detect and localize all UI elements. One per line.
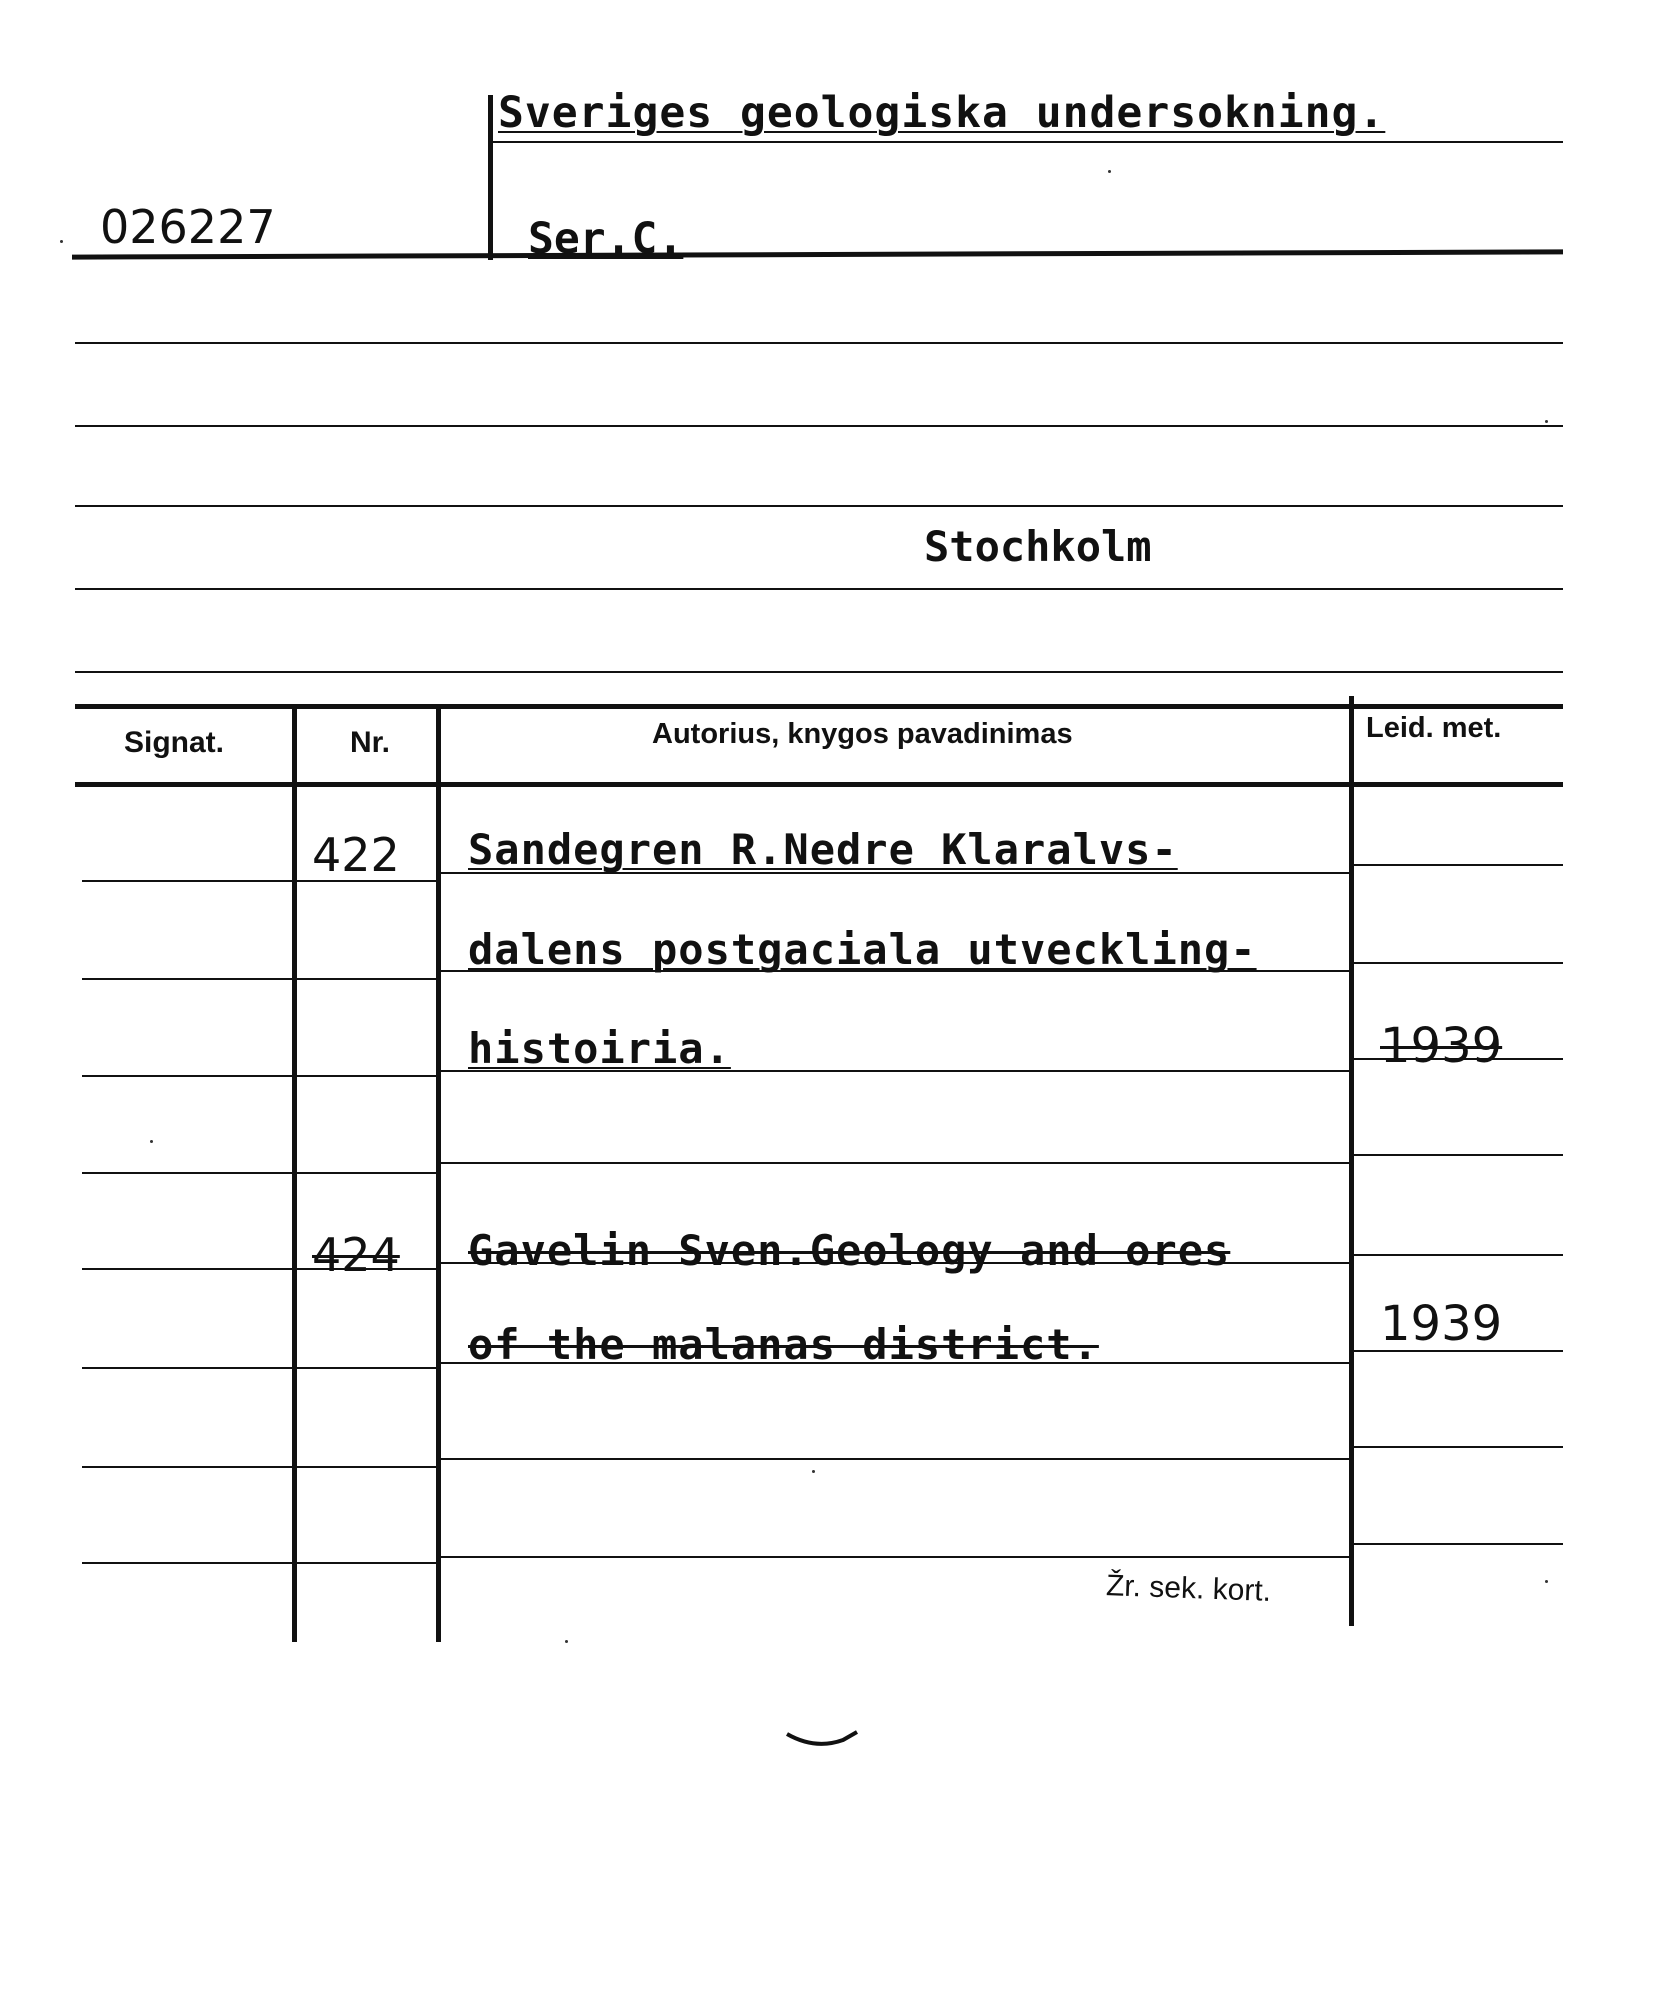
ruled-line bbox=[297, 1562, 436, 1564]
ruled-line bbox=[1354, 1543, 1563, 1545]
scan-speck bbox=[60, 240, 63, 243]
scan-speck bbox=[1545, 1580, 1548, 1583]
series-label: Ser.C. bbox=[528, 214, 684, 264]
ruled-line bbox=[297, 1075, 436, 1077]
ruled-line bbox=[441, 1162, 1349, 1164]
ruled-line bbox=[75, 425, 1563, 427]
entry-year: 1939 bbox=[1380, 1018, 1503, 1074]
hole-punch-mark bbox=[785, 1728, 865, 1758]
header-bottom-rule bbox=[72, 249, 1563, 259]
entry-title-line: of the malanas district. bbox=[468, 1320, 1099, 1369]
ruled-line bbox=[75, 588, 1563, 590]
see-next-card-note: Žr. sek. kort. bbox=[1105, 1569, 1272, 1608]
entry-title-line: histoiria. bbox=[468, 1024, 731, 1073]
scan-speck bbox=[1545, 420, 1548, 423]
ruled-line bbox=[75, 671, 1563, 673]
entry-number: 422 bbox=[312, 828, 400, 882]
ruled-line bbox=[82, 880, 292, 882]
title-rule bbox=[493, 141, 1563, 143]
ruled-line bbox=[82, 1562, 292, 1564]
catalog-number: 026227 bbox=[100, 200, 276, 254]
entry-title-line: dalens postgaciala utveckling- bbox=[468, 925, 1257, 974]
ruled-line bbox=[82, 1075, 292, 1077]
column-header-signat: Signat. bbox=[124, 726, 225, 759]
ruled-line bbox=[82, 1466, 292, 1468]
entry-number: 424 bbox=[312, 1228, 400, 1282]
ruled-line bbox=[1354, 1154, 1563, 1156]
ruled-line bbox=[75, 342, 1563, 344]
ruled-line bbox=[75, 505, 1563, 507]
ruled-line bbox=[82, 1367, 292, 1369]
column-rule bbox=[1349, 696, 1354, 1626]
ruled-line bbox=[441, 1556, 1349, 1558]
scan-speck bbox=[1108, 170, 1111, 173]
entry-title-line: Gavelin Sven.Geology and ores bbox=[468, 1226, 1231, 1275]
ruled-line bbox=[82, 1268, 292, 1270]
table-top-rule bbox=[75, 704, 1563, 709]
ruled-line bbox=[1354, 1446, 1563, 1448]
column-header-nr: Nr. bbox=[350, 726, 391, 759]
ruled-line bbox=[82, 1172, 292, 1174]
ruled-line bbox=[297, 1466, 436, 1468]
scan-speck bbox=[565, 1640, 568, 1643]
scan-speck bbox=[150, 1140, 153, 1143]
ruled-line bbox=[297, 978, 436, 980]
header-divider bbox=[488, 95, 493, 260]
publisher-title: Sveriges geologiska undersokning. bbox=[498, 88, 1386, 138]
column-rule bbox=[436, 706, 441, 1642]
column-rule bbox=[292, 706, 297, 1642]
ruled-line bbox=[441, 1458, 1349, 1460]
publication-place: Stochkolm bbox=[924, 522, 1152, 571]
entry-title-line: Sandegren R.Nedre Klaralvs- bbox=[468, 825, 1178, 874]
column-header-year: Leid. met. bbox=[1366, 712, 1502, 744]
ruled-line bbox=[1354, 864, 1563, 866]
ruled-line bbox=[82, 978, 292, 980]
ruled-line bbox=[1354, 1254, 1563, 1256]
scan-speck bbox=[812, 1470, 815, 1473]
ruled-line bbox=[297, 1172, 436, 1174]
column-header-title: Autorius, knygos pavadinimas bbox=[652, 718, 1073, 750]
table-header-rule bbox=[75, 782, 1563, 787]
ruled-line bbox=[297, 1367, 436, 1369]
entry-year: 1939 bbox=[1380, 1296, 1503, 1352]
ruled-line bbox=[1354, 962, 1563, 964]
